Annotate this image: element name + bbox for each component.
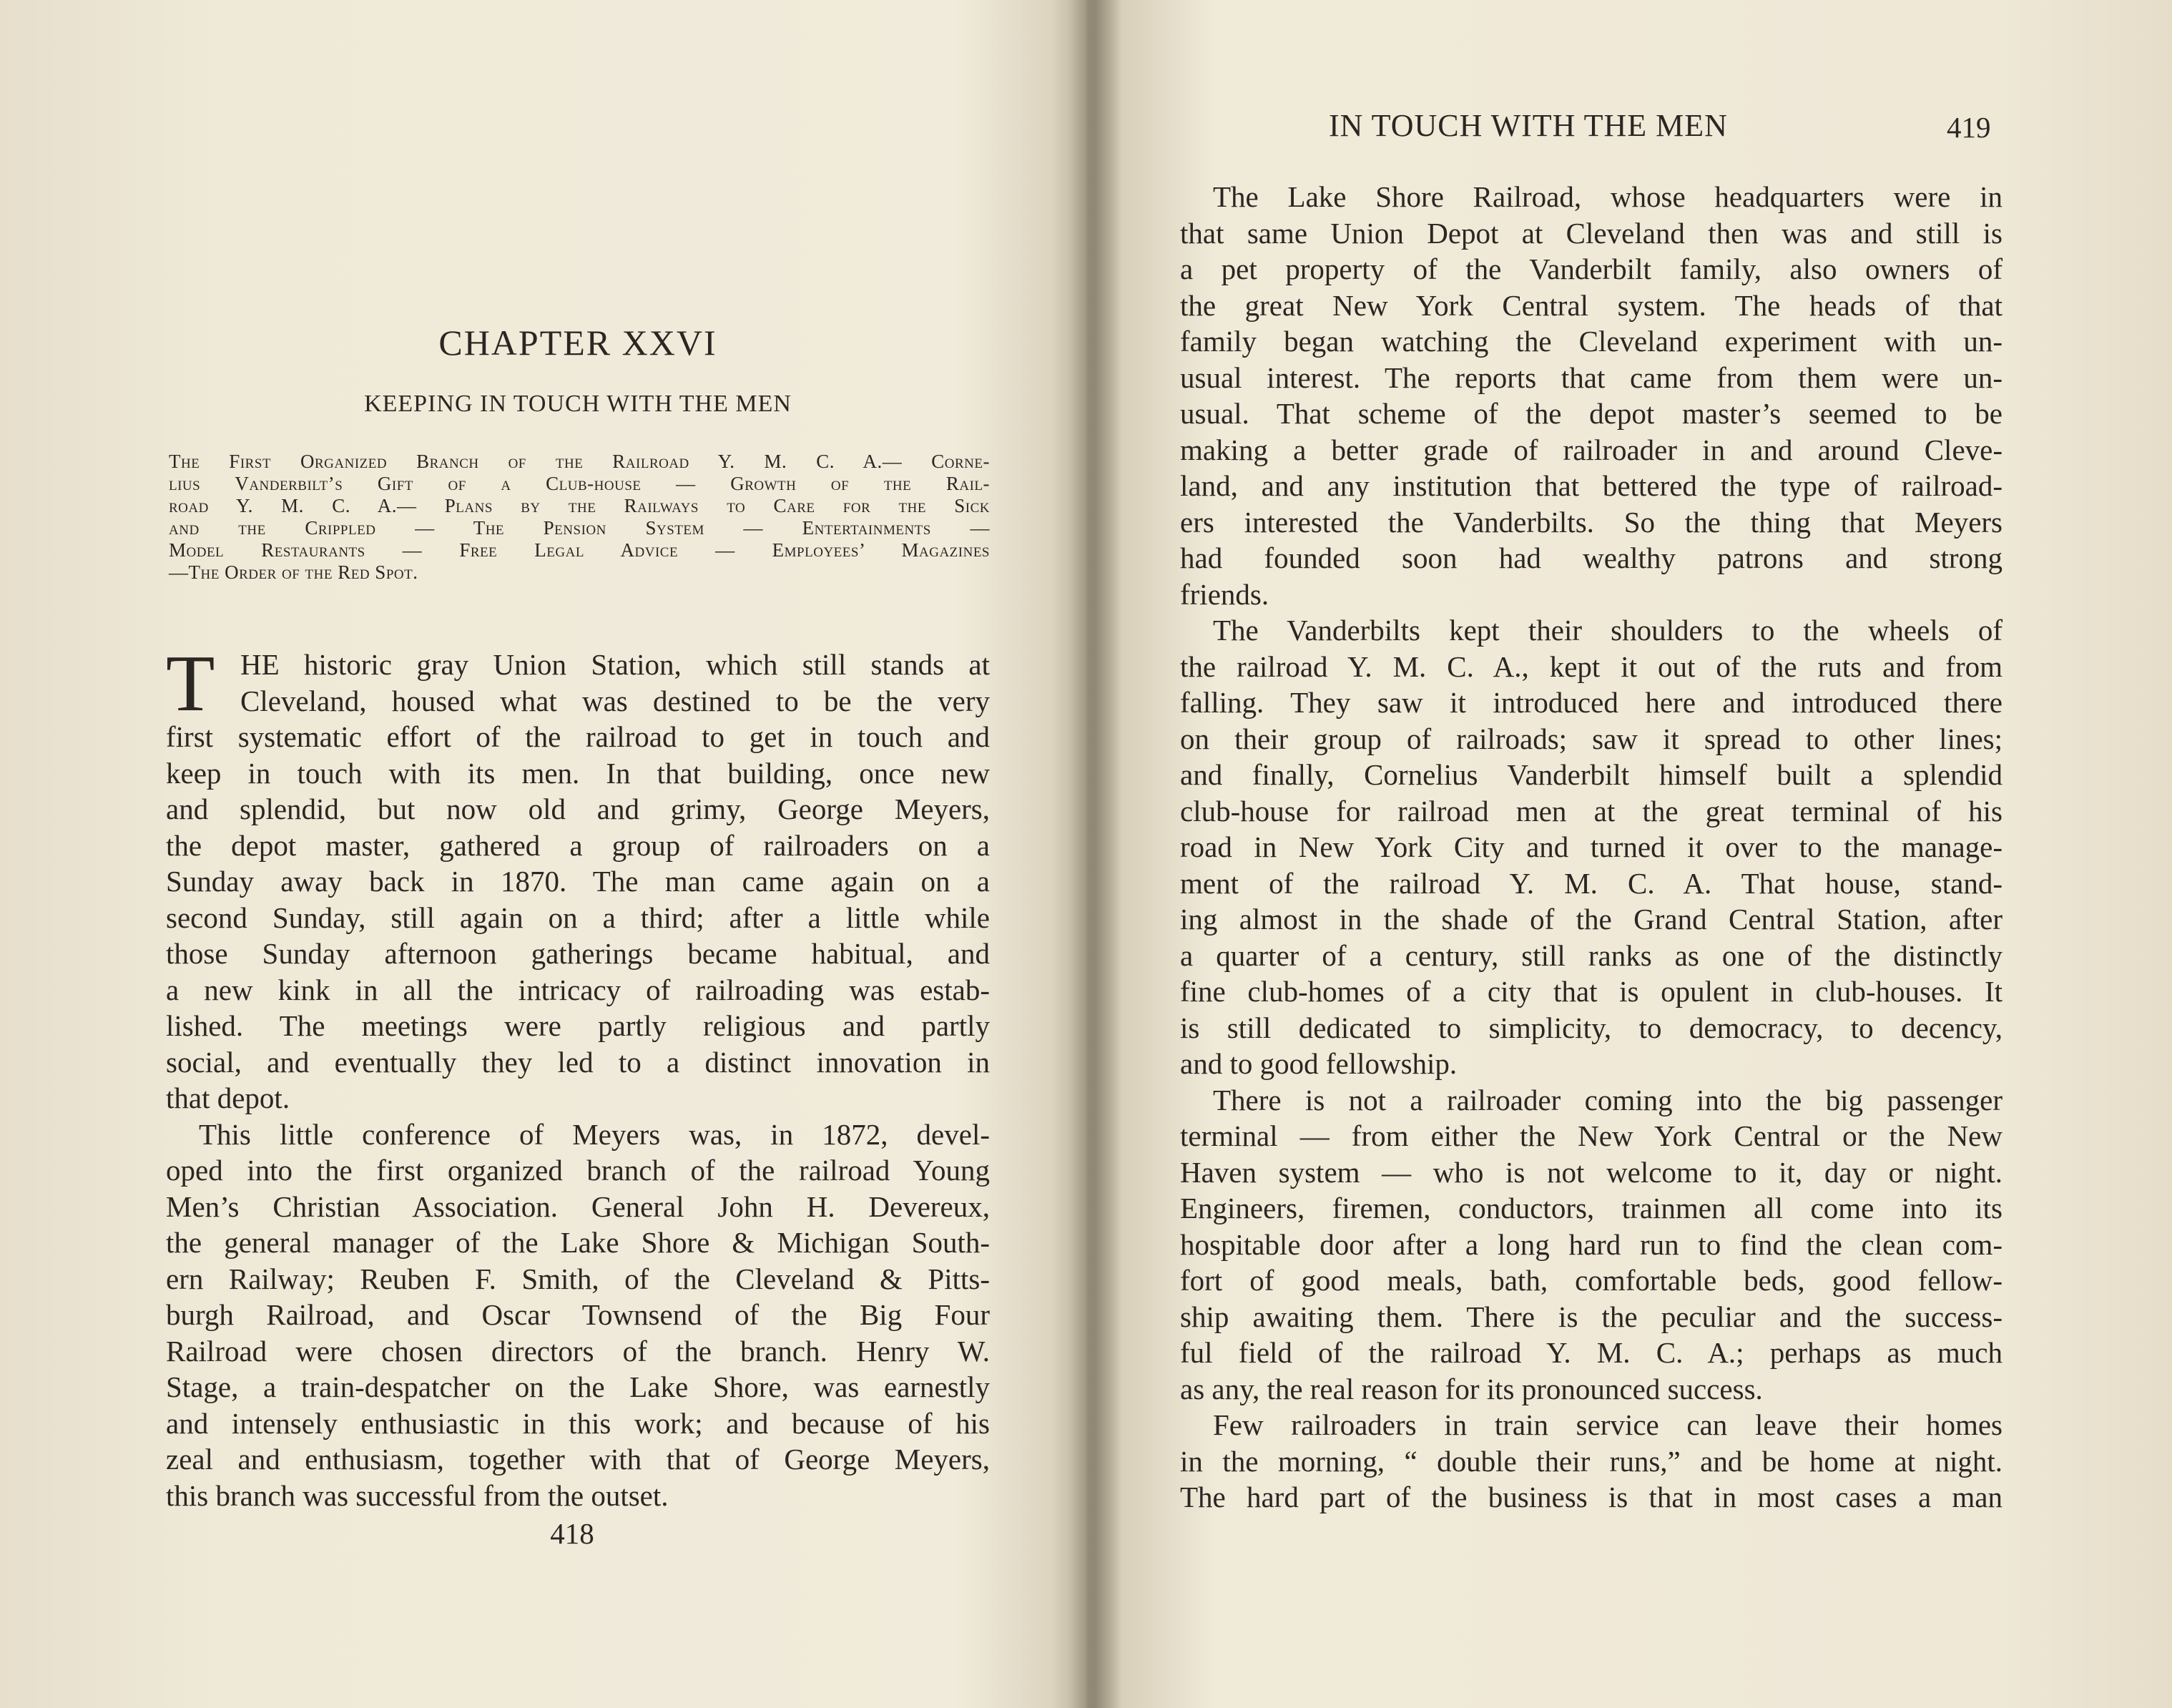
text-line: The hard part of the business is that in most cases a man [1180,1481,2003,1513]
text-line: the great New York Central system. The heads of that [1180,288,2003,322]
text-line: that same Union Depot at Cleveland then was and still is [1180,216,2003,250]
text-line: as any, the real reason for its pronounced success. [1180,1372,1763,1405]
text-line: ment of the railroad Y. M. C. A. That house, stand- [1180,866,2003,900]
text-line: ing almost in the shade of the Grand Central Station, after [1180,903,2003,936]
text-line: making a better grade of railroader in and around Cleve- [1180,433,2003,466]
text-line: Few railroaders in train service can leave their homes [1213,1408,2003,1441]
text-line: Cleveland, housed what was destined to be the very [240,684,990,717]
synopsis-line: and the Crippled — The Pension System — Entertainments — [169,517,990,539]
text-line: in the morning, “ double their runs,” and be home at night. [1180,1444,2003,1478]
text-line: and finally, Cornelius Vanderbilt himself built a splendid [1180,758,2003,791]
text-line: ers interested the Vanderbilts. So the thing that Meyers [1180,505,2003,539]
text-line: usual. That scheme of the depot master’s seemed to be [1180,397,2003,430]
text-line: Railroad were chosen directors of the branch. Henry W. [166,1334,990,1368]
text-line: This little conference of Meyers was, in 1872, devel- [199,1117,990,1151]
text-line: the railroad Y. M. C. A., kept it out of the ruts and from [1180,649,2003,683]
text-line: oped into the first organized branch of the railroad Young [166,1154,990,1187]
text-line: family began watching the Cleveland experiment with un- [1180,325,2003,358]
page-number: 419 [1947,111,1991,144]
text-line: ful field of the railroad Y. M. C. A.; perhaps as much [1180,1336,2003,1369]
text-line: The Vanderbilts kept their shoulders to the wheels of [1213,614,2003,647]
chapter-synopsis [169,451,990,584]
text-line: a new kink in all the intricacy of railroading was estab- [166,973,990,1006]
text-line: a quarter of a century, still ranks as one of the distinctly [1180,938,2003,972]
drop-cap: T [166,639,215,728]
text-line: hospitable door after a long hard run to find the clean com- [1180,1227,2003,1261]
chapter-subtitle: KEEPING IN TOUCH WITH THE MEN [364,391,792,417]
chapter-title: CHAPTER XXVI [438,323,717,363]
synopsis-line: The First Organized Branch of the Railroad Y. M. C. A.— Corne- [169,451,990,472]
synopsis-line: Model Restaurants — Free Legal Advice — Employees’ Magazines [169,539,990,561]
text-line: keep in touch with its men. In that building, once new [166,756,990,790]
text-line: falling. They saw it introduced here and introduced there [1180,686,2003,719]
text-line: had founded soon had wealthy patrons and strong [1180,541,2003,574]
text-line: friends. [1180,577,1269,611]
right-body-text [1180,179,2003,1516]
text-line: ern Railway; Reuben F. Smith, of the Cleveland & Pitts- [166,1262,990,1295]
synopsis-line: lius Vanderbilt’s Gift of a Club-house — Growth of the Rail- [169,473,990,494]
text-line: zeal and enthusiasm, together with that of George Meyers, [166,1443,990,1476]
text-line: the depot master, gathered a group of railroaders on a [166,828,990,862]
text-line: Haven system — who is not welcome to it, day or night. [1180,1155,2003,1189]
text-line: first systematic effort of the railroad to get in touch and [166,720,990,753]
text-line: is still dedicated to simplicity, to democracy, to decency, [1180,1011,2003,1044]
text-line: those Sunday afternoon gatherings became habitual, and [166,937,990,970]
text-line: on their group of railroads; saw it spread to other lines; [1180,722,2003,755]
text-line: Engineers, firemen, conductors, trainmen all come into its [1180,1192,2003,1224]
text-line: fine club-homes of a city that is opulent in club-houses. It [1180,975,2003,1008]
text-line: second Sunday, still again on a third; after a little while [166,900,990,934]
text-line: There is not a railroader coming into the big passenger [1213,1083,2003,1116]
left-body-text [166,639,990,1513]
text-line: Sunday away back in 1870. The man came again on a [166,865,990,898]
text-line: and splendid, but now old and grimy, George Meyers, [166,792,990,825]
text-line: land, and any institution that bettered the type of railroad- [1180,469,2003,502]
text-line: road in New York City and turned it over to the manage- [1180,830,2003,863]
text-line: The Lake Shore Railroad, whose headquarters were in [1213,180,2003,213]
text-line: Stage, a train-despatcher on the Lake Shore, was earnestly [166,1370,990,1403]
text-line: usual interest. The reports that came from them were un- [1180,360,2003,394]
text-line: club-house for railroad men at the great terminal of his [1180,794,2003,828]
text-line: ship awaiting them. There is the peculiar and the success- [1180,1300,2003,1333]
text-line: that depot. [166,1081,290,1114]
text-line: fort of good meals, bath, comfortable beds, good fellow- [1180,1264,2003,1297]
text-line: this branch was successful from the outset. [166,1478,669,1512]
synopsis-line: —The Order of the Red Spot. [169,561,418,583]
right-page [1086,0,2172,1708]
text-line: Men’s Christian Association. General John H. Devereux, [166,1189,990,1223]
text-line: a pet property of the Vanderbilt family, also owners of [1180,252,2003,285]
synopsis-line: road Y. M. C. A.— Plans by the Railways to Care for the Sick [169,495,990,516]
text-line: the general manager of the Lake Shore & Michigan South- [166,1226,990,1259]
text-line: terminal — from either the New York Central or the New [1180,1119,2003,1152]
text-line: and to good fellowship. [1180,1047,1458,1080]
running-head: IN TOUCH WITH THE MEN [1329,108,1728,143]
text-line: HE historic gray Union Station, which still stands at [240,648,990,681]
text-line: burgh Railroad, and Oscar Townsend of the Big Four [166,1298,990,1331]
text-line: lished. The meetings were partly religious and partly [166,1009,990,1042]
page-number: 418 [550,1517,594,1550]
text-line: social, and eventually they led to a distinct innovation in [166,1045,990,1079]
text-line: and intensely enthusiastic in this work; and because of his [166,1406,990,1440]
